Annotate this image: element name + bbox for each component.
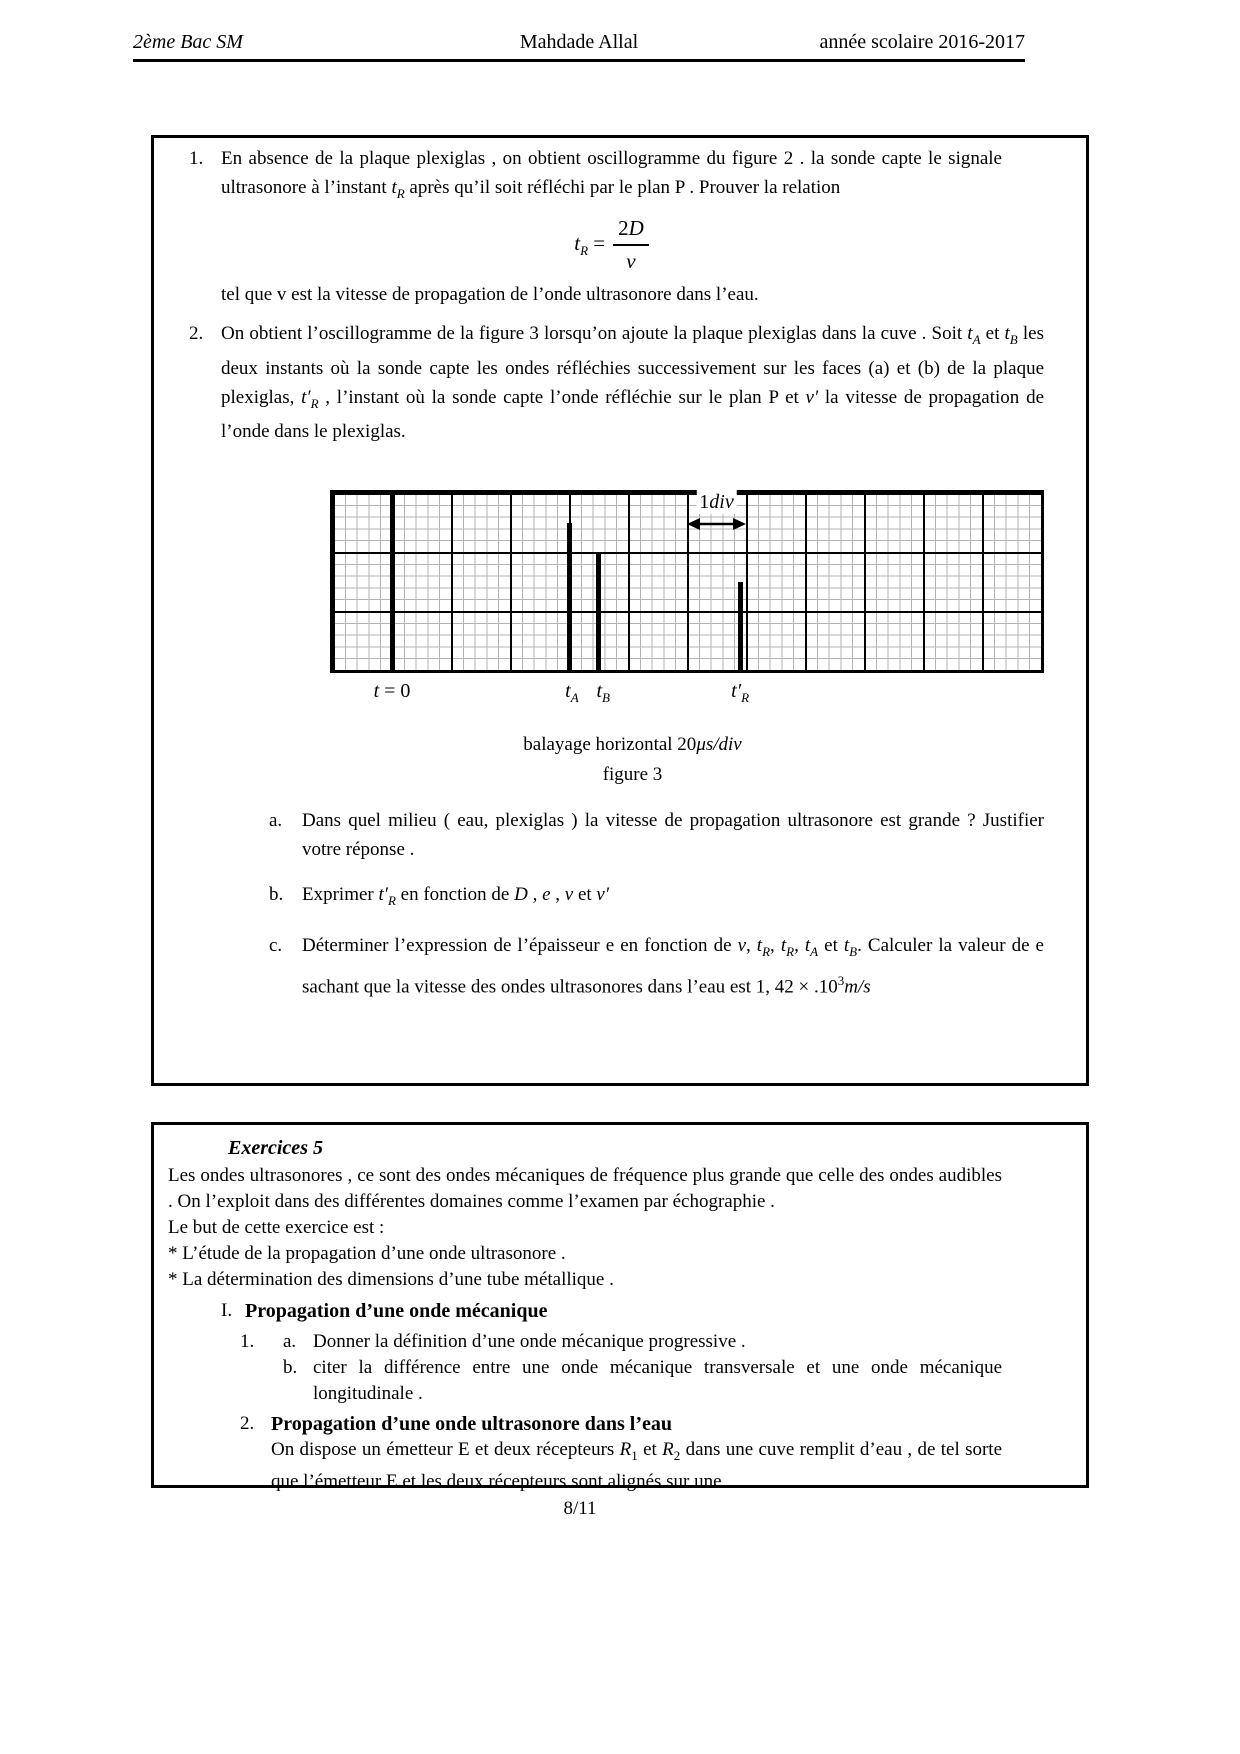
question-2-text: On dispose un émetteur E et deux récepteurs $R_1$ et $R_2$ dans une cuve remplit d’eau , de tel sorte que l’émetteur E et les deux récepteurs sont alignés sur une (271, 1439, 1002, 1492)
formula-lhs: $t_R$ = (574, 230, 606, 258)
oscillogram-axis-label: $t_B$ (596, 680, 610, 706)
item-2 (189, 319, 1044, 1002)
header-author: Mahdade Allal (519, 31, 639, 53)
question-1b-letter: b. (283, 1357, 298, 1378)
exercise4-box (151, 135, 1089, 1086)
item-2-text: On obtient l’oscillogramme de la figure 3 lorsqu’on ajoute la plaque plexiglas dans la cuve . Soit $t_A$ et $t_B$ les deux instants où la sonde capte les ondes réfléchies successivement sur les faces (a) et (b) de la plaque plexiglas, $t'_R$ , l’instant où la sonde capte l’onde réfléchie sur le plan P et v′ la vitesse de propagation de l’onde dans le plexiglas. (221, 322, 1044, 443)
figure-caption-sweep: balayage horizontal 20μs/div (523, 734, 742, 756)
subitem-c (269, 931, 1044, 1001)
subitem-b-text: Exprimer $t'_R$ en fonction de D , e , v et v′ (302, 884, 610, 909)
subitem-a-letter: a. (269, 810, 283, 832)
item-1-number: 1. (189, 148, 204, 169)
question-1 (168, 1329, 1002, 1355)
question-2 (168, 1411, 1002, 1495)
question-1a-text: Donner la définition d’une onde mécanique progressive . (313, 1331, 746, 1352)
formula-tr (221, 216, 1002, 274)
oscillogram (330, 490, 1044, 720)
question-1b (283, 1355, 1002, 1407)
subitem-c-text: Déterminer l’expression de l’épaisseur e en fonction de v, $t_R$, $t_R$, $t_A$ et $t_B$. Calculer la valeur de e sachant que la vitesse des ondes ultrasonores dans l’eau est 1, $42 \times .10^3m/s$ (302, 935, 1044, 998)
oscillogram-grid (330, 490, 1044, 673)
section-1-numeral: I. (221, 1300, 233, 1321)
section-1-heading: Propagation d’une onde mécanique (245, 1300, 548, 1322)
formula-numerator: 2D (613, 216, 649, 246)
header-rule (133, 59, 1025, 62)
exercise5-box (151, 1122, 1089, 1492)
subitem-a (269, 806, 1044, 864)
header-school-year: année scolaire 2016-2017 (819, 31, 1025, 53)
item-2-number: 2. (189, 322, 204, 344)
item-1-text: En absence de la plaque plexiglas , on obtient oscillogramme du figure 2 . la sonde capte le signale ultrasonore à l’instant $t_R$ après qu’il soit réfléchi par le plan P . Prouver la relation (221, 148, 1002, 201)
page-number: 8/11 (563, 1498, 597, 1519)
question-2-number: 2. (240, 1413, 255, 1434)
exercise5-title: Exercices 5 (228, 1137, 323, 1159)
exercise5-bullet-2: * La détermination des dimensions d’une tube métallique . (168, 1269, 614, 1290)
subitem-b-letter: b. (269, 884, 284, 906)
subitem-c-letter: c. (269, 935, 283, 957)
formula-denominator: v (626, 248, 636, 273)
exercise5-intro: Les ondes ultrasonores , ce sont des ondes mécaniques de fréquence plus grande que celle des ondes audibles . On l’exploit dans des différentes domaines comme l’examen par échographie . (168, 1165, 1002, 1212)
item-1 (189, 144, 1002, 309)
oscillogram-pulse (567, 523, 572, 671)
question-2-heading: Propagation d’une onde ultrasonore dans l’eau (271, 1413, 672, 1435)
question-1a-letter: a. (283, 1331, 297, 1352)
figure-caption-number: figure 3 (602, 764, 663, 786)
section-1 (168, 1298, 1002, 1324)
one-div-label: 1div (696, 490, 736, 514)
oscillogram-pulse (390, 493, 395, 670)
formula-fraction (613, 216, 649, 274)
item-1-after-formula: tel que v est la vitesse de propagation de l’onde ultrasonore dans l’eau. (221, 283, 759, 305)
exercise5-bullet-1: * L’étude de la propagation d’une onde ultrasonore . (168, 1243, 566, 1264)
subitem-b (269, 880, 1044, 915)
question-1b-text: citer la différence entre une onde mécanique transversale et une onde mécanique longitudinale . (313, 1357, 1002, 1404)
oscillogram-axis-label: $t'_R$ (731, 680, 750, 706)
subitem-a-text: Dans quel milieu ( eau, plexiglas ) la vitesse de propagation ultrasonore est grande ? Justifier votre réponse . (302, 810, 1044, 861)
oscillogram-axis-label: $t_A$ (565, 680, 579, 706)
question-1-number: 1. (240, 1331, 255, 1352)
header-class: 2ème Bac SM (133, 31, 243, 53)
oscillogram-pulse (738, 582, 743, 671)
one-div-arrow (687, 513, 746, 531)
oscillogram-axis-label: t = 0 (373, 680, 411, 703)
exercise5-goal: Le but de cette exercice est : (168, 1217, 385, 1238)
oscillogram-pulse (596, 552, 601, 670)
